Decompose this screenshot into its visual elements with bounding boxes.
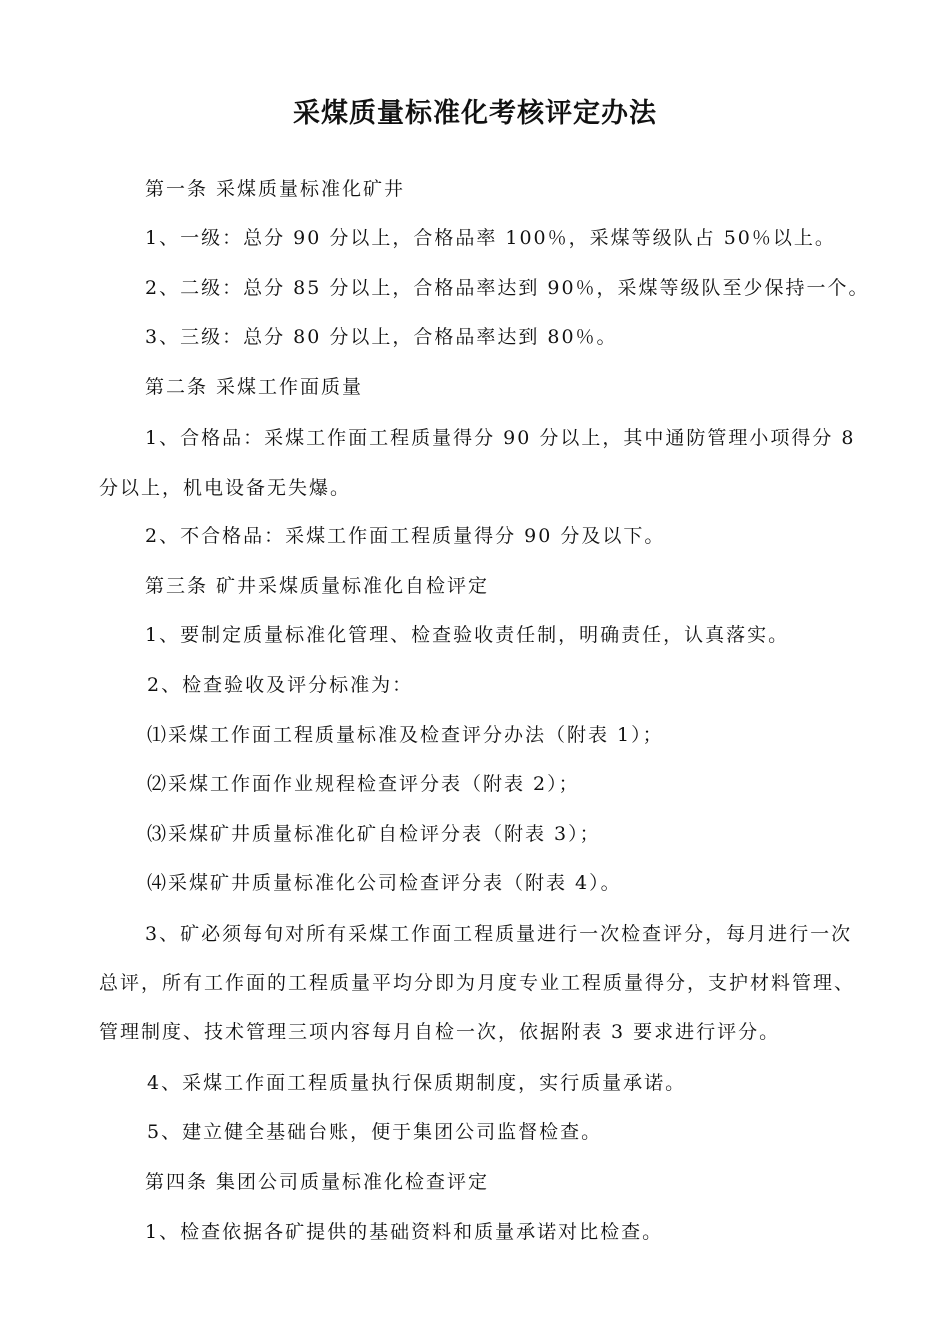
- document-title: 采煤质量标准化考核评定办法: [293, 98, 657, 129]
- list-item: ⑶采煤矿井质量标准化矿自检评分表（附表 3）；: [147, 823, 601, 845]
- paragraph-line: 1、检查依据各矿提供的基础资料和质量承诺对比检查。: [145, 1221, 664, 1243]
- paragraph-line: 3、三级：总分 80 分以上，合格品率达到 80％。: [145, 326, 618, 348]
- paragraph-line: 2、检查验收及评分标准为：: [147, 674, 414, 696]
- paragraph-line: 总评，所有工作面的工程质量平均分即为月度专业工程质量得分，支护材料管理、: [99, 972, 856, 994]
- list-item: ⑷采煤矿井质量标准化公司检查评分表（附表 4）。: [147, 872, 622, 894]
- article-4-heading: 第四条 集团公司质量标准化检查评定: [145, 1171, 490, 1193]
- paragraph-line: 1、合格品：采煤工作面工程质量得分 90 分以上，其中通防管理小项得分 8: [145, 427, 856, 449]
- paragraph-line: 2、不合格品：采煤工作面工程质量得分 90 分及以下。: [145, 525, 666, 547]
- list-item: ⑴采煤工作面工程质量标准及检查评分办法（附表 1）；: [147, 724, 664, 746]
- article-1-heading: 第一条 采煤质量标准化矿井: [145, 178, 406, 200]
- paragraph-line: 1、一级：总分 90 分以上，合格品率 100％，采煤等级队占 50％以上。: [145, 227, 836, 249]
- paragraph-line: 2、二级：总分 85 分以上，合格品率达到 90％，采煤等级队至少保持一个。: [145, 277, 870, 299]
- paragraph-line: 3、矿必须每旬对所有采煤工作面工程质量进行一次检查评分，每月进行一次: [145, 923, 853, 945]
- paragraph-line: 管理制度、技术管理三项内容每月自检一次，依据附表 3 要求进行评分。: [99, 1021, 781, 1043]
- paragraph-line: 分以上，机电设备无失爆。: [99, 477, 352, 499]
- paragraph-line: 1、要制定质量标准化管理、检查验收责任制，明确责任，认真落实。: [145, 624, 790, 646]
- article-2-heading: 第二条 采煤工作面质量: [145, 376, 364, 398]
- list-item: ⑵采煤工作面作业规程检查评分表（附表 2）；: [147, 773, 580, 795]
- paragraph-line: 4、采煤工作面工程质量执行保质期制度，实行质量承诺。: [147, 1072, 687, 1094]
- article-3-heading: 第三条 矿井采煤质量标准化自检评定: [145, 575, 490, 597]
- paragraph-line: 5、建立健全基础台账，便于集团公司监督检查。: [147, 1121, 603, 1143]
